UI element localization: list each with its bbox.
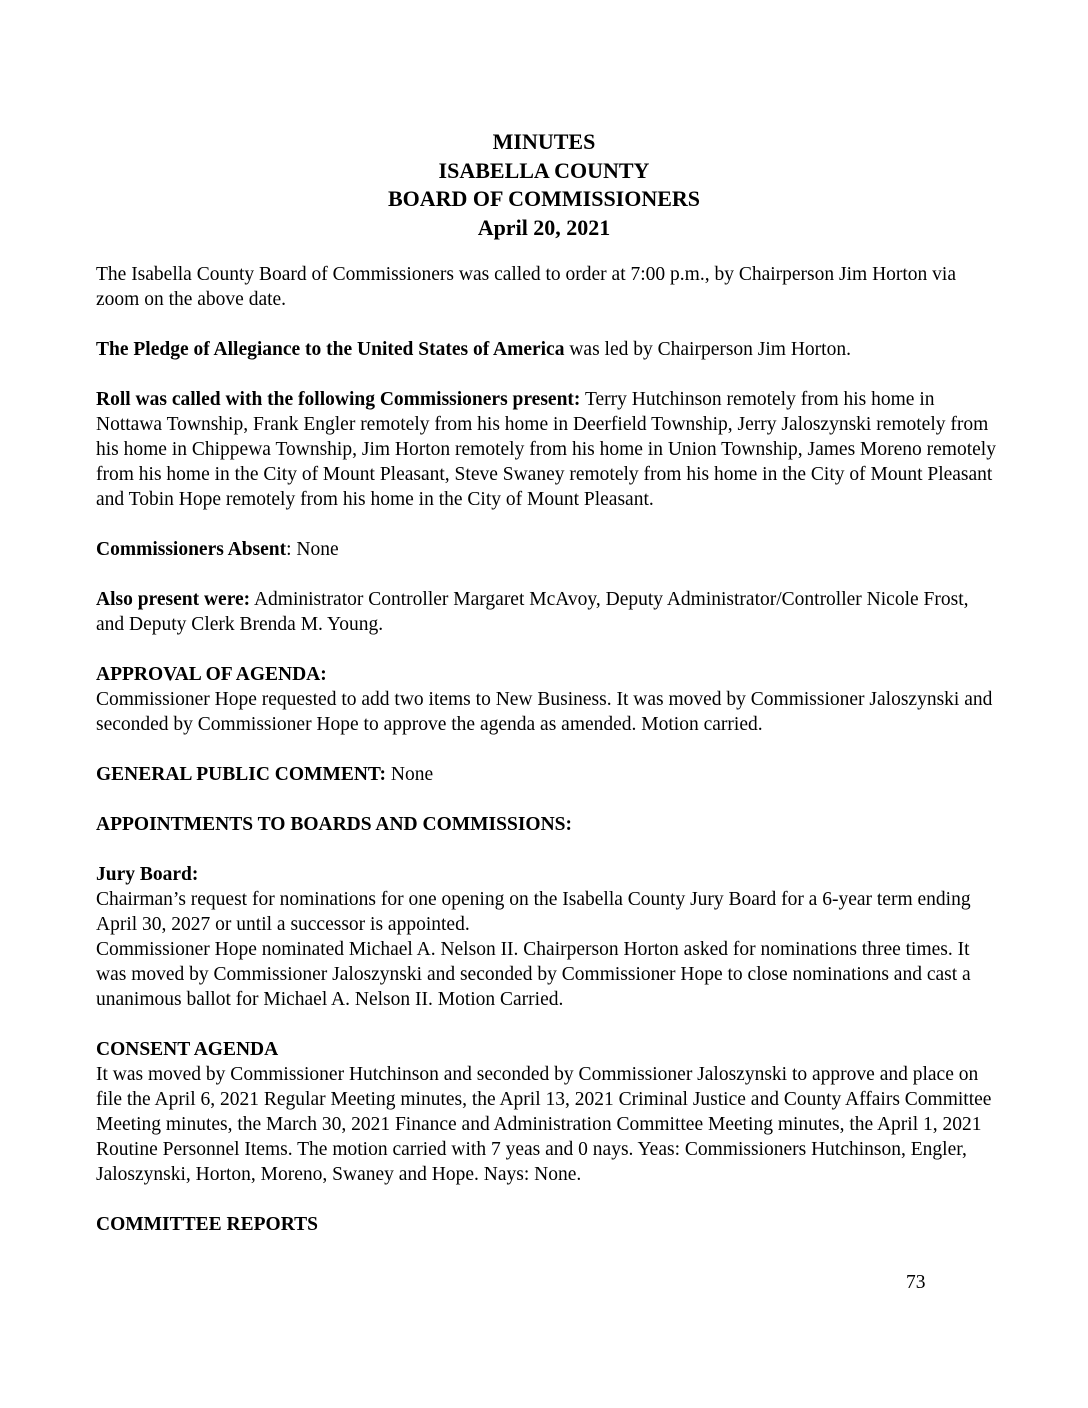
agenda-heading: APPROVAL OF AGENDA:	[96, 664, 327, 685]
public-comment-text: None	[386, 764, 434, 785]
absent-paragraph	[96, 537, 996, 562]
title-board: BOARD OF COMMISSIONERS	[387, 186, 701, 211]
consent-agenda-heading: CONSENT AGENDA	[96, 1039, 279, 1060]
pledge-paragraph	[96, 337, 996, 362]
roll-call-text: Terry Hutchinson remotely from his home in Nottawa Township, Frank Engler remotely from his home in Deerfield Township, Jerry Jaloszynski remotely from his home in Chippewa Township, Jim Horton remotely from his home in Union Township, James Moreno remotely from his home in the City of Mount Pleasant, Steve Swaney remotely from his home in the City of Mount Pleasant and Tobin Hope remotely from his home in the City of Mount Pleasant.	[96, 389, 996, 510]
also-present-text: Administrator Controller Margaret McAvoy, Deputy Administrator/Controller Nicole Frost, and Deputy Clerk Brenda M. Young.	[96, 589, 969, 635]
jury-board-request: Chairman’s request for nominations for one opening on the Isabella County Jury Board for a 6-year term ending April 30, 2027 or until a successor is appointed.	[96, 889, 971, 935]
consent-agenda-paragraph: It was moved by Commissioner Hutchinson and seconded by Commissioner Jaloszynski to approve and place on file the April 6, 2021 Regular Meeting minutes, the April 13, 2021 Criminal Justice and County Affairs Committee Meeting minutes, the March 30, 2021 Finance and Administration Committee Meeting minutes, the April 1, 2021 Routine Personnel Items. The motion carried with 7 yeas and 0 nays. Yeas: Commissioners Hutchinson, Engler, Jaloszynski, Horton, Moreno, Swaney and Hope. Nays: None.	[96, 1064, 992, 1185]
title-date: April 20, 2021	[477, 214, 611, 240]
absent-label: Commissioners Absent	[96, 539, 287, 560]
also-present-label: Also present were:	[96, 589, 251, 610]
public-comment-paragraph	[96, 762, 996, 787]
jury-board-nomination: Commissioner Hope nominated Michael A. Nelson II. Chairperson Horton asked for nominations three times. It was moved by Commissioner Jaloszynski and seconded by Commissioner Hope to close nominations and cast a unanimous ballot for Michael A. Nelson II. Motion Carried.	[96, 939, 971, 1010]
page-number: 73	[906, 1272, 926, 1293]
also-present-paragraph	[96, 587, 996, 637]
agenda-paragraph: Commissioner Hope requested to add two items to New Business. It was moved by Commissioner Jaloszynski and seconded by Commissioner Hope to approve the agenda as amended. Motion carried.	[96, 689, 993, 735]
jury-board-heading: Jury Board:	[96, 864, 199, 885]
public-comment-label: GENERAL PUBLIC COMMENT:	[96, 764, 386, 785]
pledge-label: The Pledge of Allegiance to the United States of America	[96, 339, 565, 360]
absent-text: : None	[286, 539, 339, 560]
appointments-heading: APPOINTMENTS TO BOARDS AND COMMISSIONS:	[96, 814, 573, 835]
roll-call-paragraph	[96, 387, 996, 512]
minutes-body	[96, 262, 996, 1237]
roll-call-label: Roll was called with the following Commissioners present:	[96, 389, 581, 410]
title-county: ISABELLA COUNTY	[438, 157, 650, 183]
document-title	[0, 128, 1088, 242]
committee-reports-heading: COMMITTEE REPORTS	[96, 1214, 318, 1235]
opening-paragraph: The Isabella County Board of Commissioners was called to order at 7:00 p.m., by Chairperson Jim Horton via zoom on the above date.	[96, 264, 957, 310]
title-minutes: MINUTES	[492, 129, 596, 154]
pledge-text: was led by Chairperson Jim Horton.	[564, 339, 851, 360]
